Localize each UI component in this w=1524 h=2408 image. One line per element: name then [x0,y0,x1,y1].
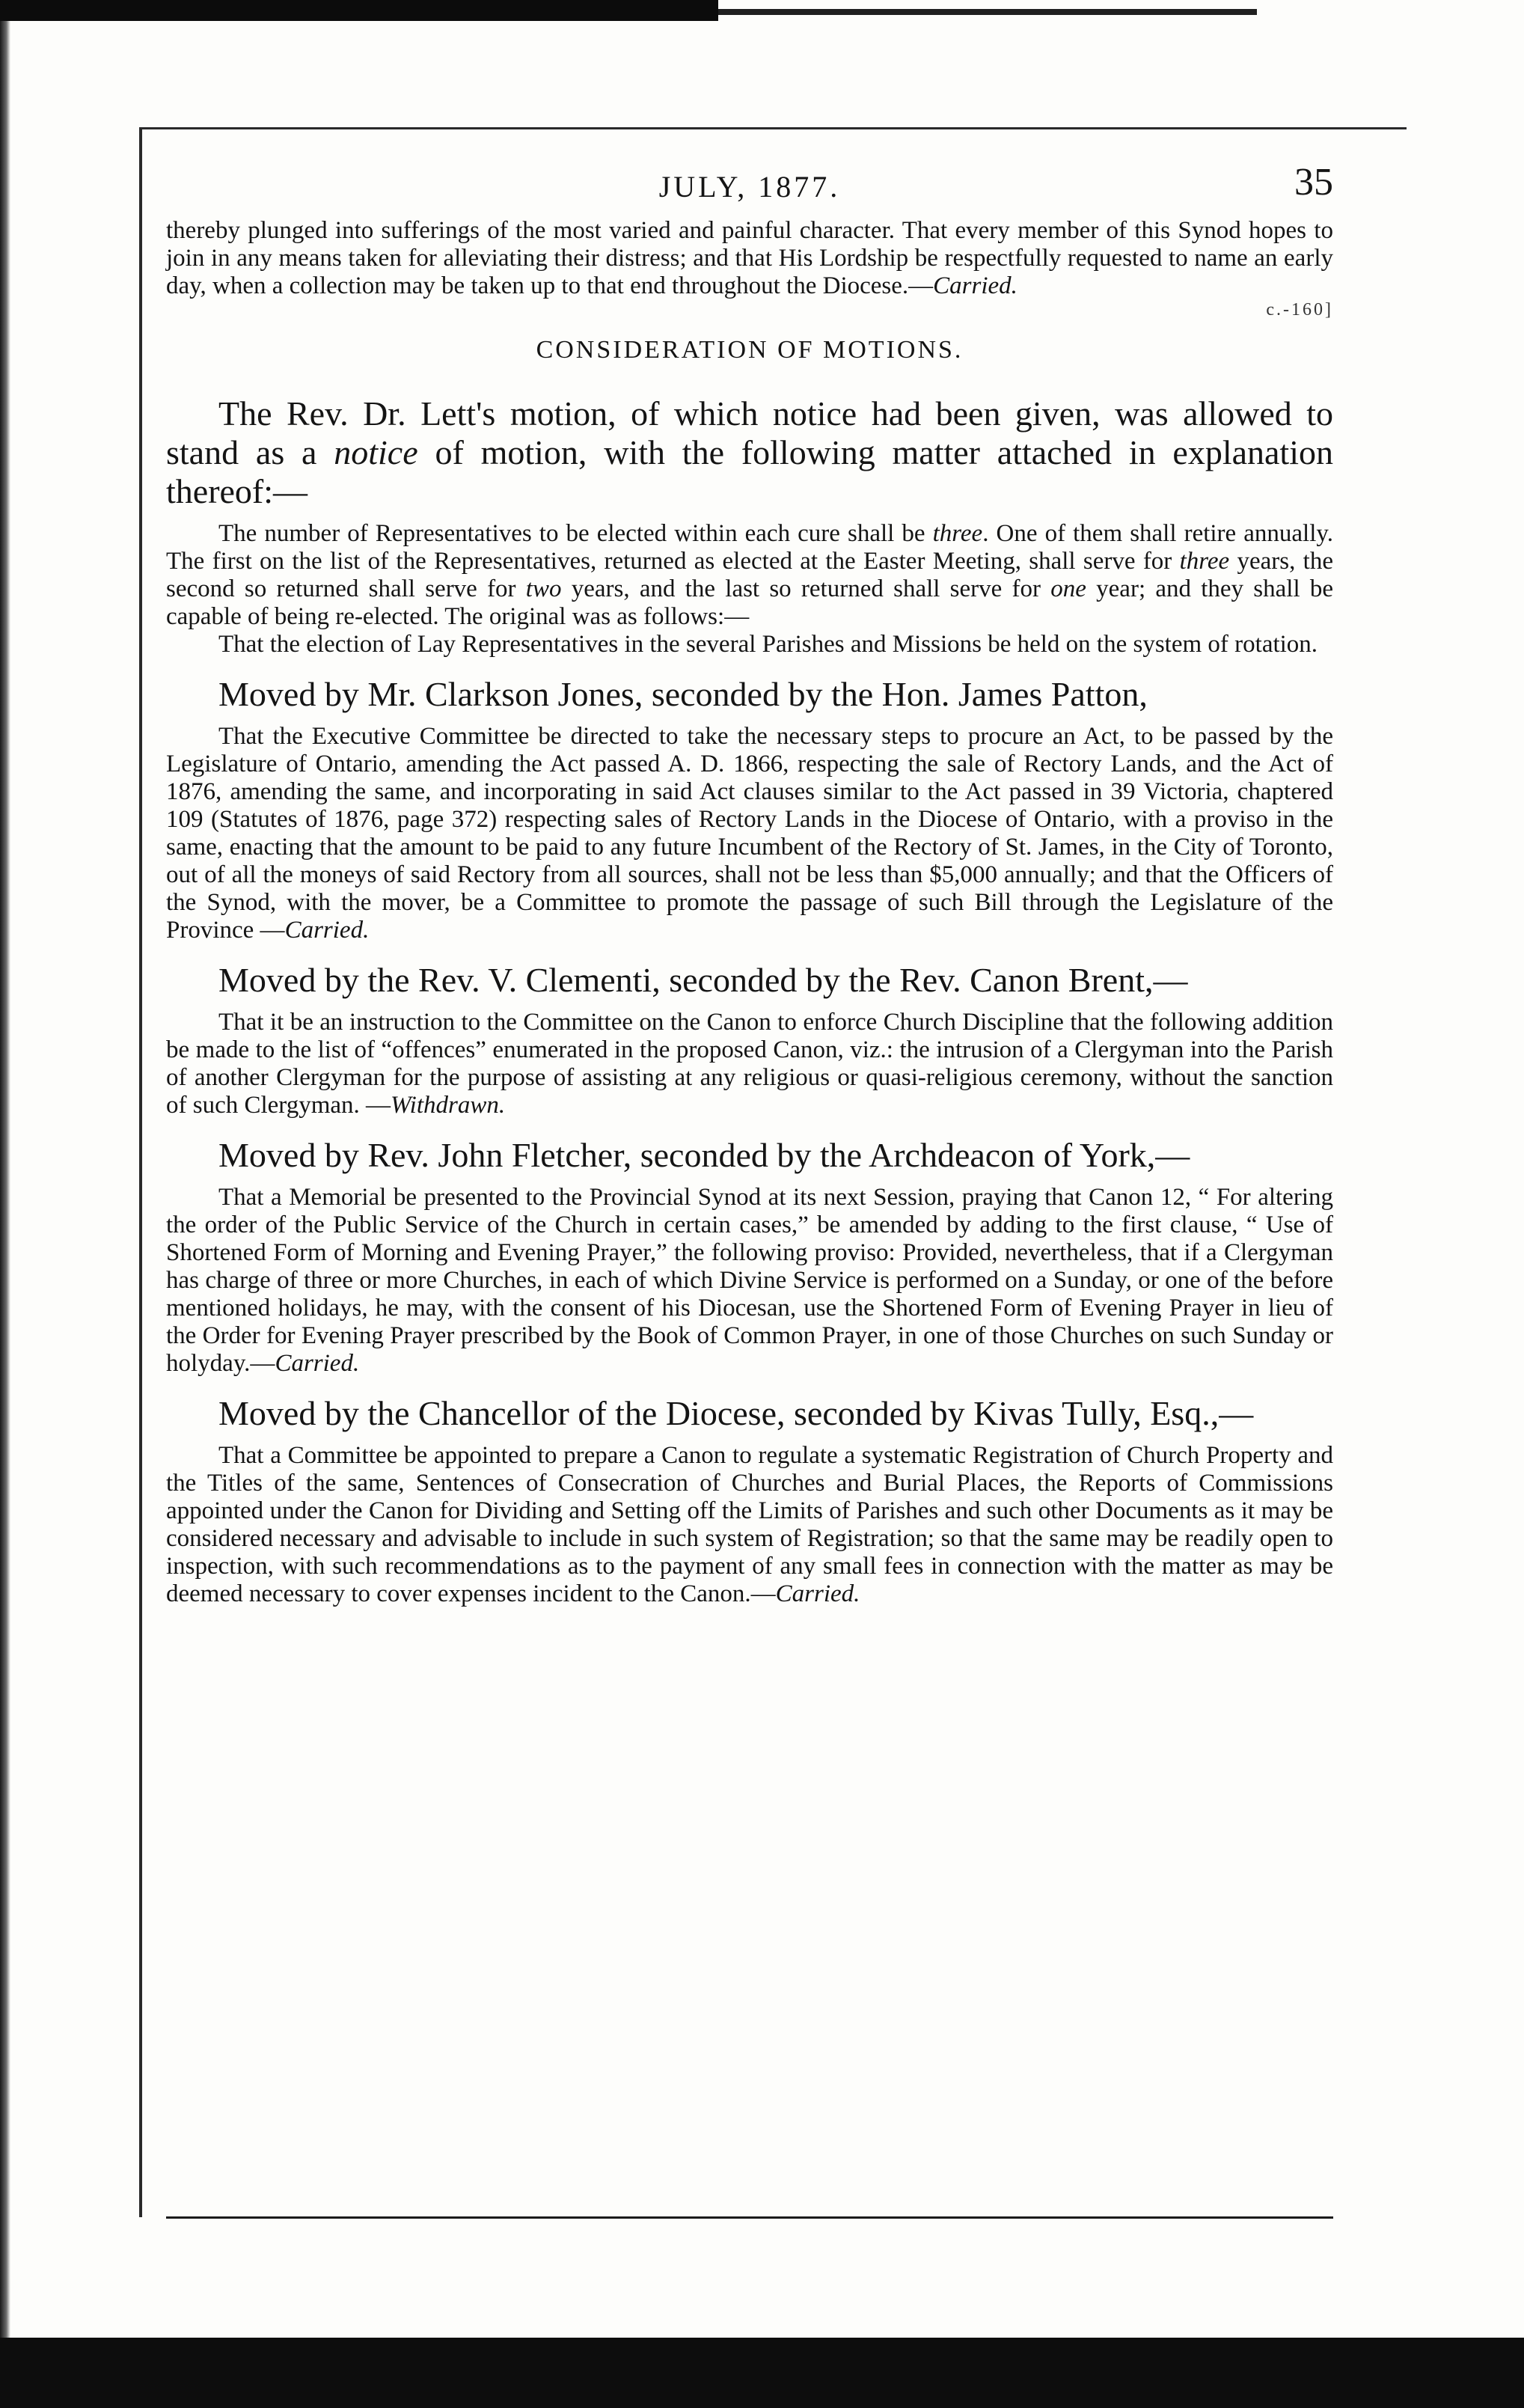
spacer [166,1378,1333,1394]
lett-heading-notice: notice [334,433,418,471]
lett-italic: three [1179,548,1230,575]
spacer [166,944,1333,961]
scan-edge-top [0,0,718,21]
scan-edge-top-thin [718,9,1257,15]
section-heading [166,300,1333,364]
bottom-rule [166,2216,1333,2219]
spacer [166,1175,1333,1184]
lett-text: . One of them shall retire annually. The first on the list of the Representatives, returned as elected at the Easter Meeting, shall serve for [166,520,1334,575]
lett-italic: two [525,575,562,602]
page-number: 35 [1294,161,1333,204]
motion1-heading: Moved by Mr. Clarkson Jones, seconded by the Hon. James Patton, [218,675,1148,713]
lett-motion-heading [166,394,1333,511]
motion3-result: Carried. [275,1350,360,1377]
spacer [166,1000,1333,1009]
page-content [166,150,1333,1608]
motion1-result: Carried. [284,917,370,944]
lett-text: The number of Representatives to be elected within each cure shall be [218,520,933,547]
running-head [166,150,1333,217]
motion4-result: Carried. [775,1580,860,1607]
lett-heading-part: of motion, with the following matter attached in explanation thereof:— [166,433,1333,510]
intro-text: thereby plunged into sufferings of the most varied and painful character. That every member of this Synod hopes to join in any means taken for alleviating their distress; and that His Lordship be respectfully requested to name an early day, when a collection may be taken up to that end throughout the Diocese.— [166,217,1333,299]
section-heading-text: CONSIDERATION OF MOTIONS. [536,336,964,364]
lett-text: year; and they shall be capable of being re-elected. The original was as follows:— [166,575,1334,630]
motion4-heading: Moved by the Chancellor of the Diocese, seconded by Kivas Tully, Esq.,— [218,1394,1254,1432]
spacer [166,1119,1333,1136]
intro-result: Carried. [933,272,1017,299]
motion2-text [166,1009,1333,1119]
motion1-text [166,723,1333,944]
lett-text: years, and the last so returned shall serve for [561,575,1051,602]
lett-italic: three [932,520,983,547]
running-head-title: JULY, 1877. [658,170,841,204]
spacer [166,511,1333,520]
motion3-heading: Moved by Rev. John Fletcher, seconded by the Archdeacon of York,— [218,1136,1190,1174]
motion2-result: Withdrawn. [391,1092,506,1119]
intro-paragraph [166,217,1333,300]
spacer [166,658,1333,675]
lett-original: That the election of Lay Representatives in the several Parishes and Missions be held on the system of rotation. [218,631,1318,658]
scan-edge-left [0,21,10,2356]
motion2-body: That it be an instruction to the Committee on the Canon to enforce Church Discipline that the following addition be made to the list of “offences” enumerated in the proposed Canon, viz.: the intrusion of a Clergyman into the Parish of another Clergyman for the purpose of assisting at any religious or quasi-religious ceremony, without the sanction of such Clergyman. — [166,1009,1333,1119]
motion4-text [166,1442,1333,1608]
motion4-body: That a Committee be appointed to prepare a Canon to regulate a systematic Registration of Church Property and the Titles of the same, Sentences of Consecration of Churches and Burial Places, the Reports of Commissions appointed under the Canon for Dividing and Setting off the Limits of Parishes and such other Documents as it may be considered necessary and advisable to include in such system of Registration; so that the same may be readily open to inspection, with such recommendations as to the payment of any small fees in connection with the matter as may be deemed necessary to cover expenses incident to the Canon.— [166,1442,1333,1607]
lett-heading-part: The Rev. Dr. Lett's motion, of which notice had been given, was allowed to stand as a [166,394,1333,471]
spacer [166,714,1333,723]
lett-italic: one [1050,575,1086,602]
motion2-heading: Moved by the Rev. V. Clementi, seconded by the Rev. Canon Brent,— [218,961,1188,999]
motion3-text [166,1184,1333,1378]
scan-edge-bottom [0,2338,1524,2408]
margin-note: c.-160] [1266,300,1333,320]
motion1-body: That the Executive Committee be directed to take the necessary steps to procure an Act, to be passed by the Legislature of Ontario, amending the Act passed A. D. 1866, respecting the sale of Rectory Lands, and the Act of 1876, amending the same, and incorporating in said Act clauses similar to the Act passed in 39 Victoria, chaptered 109 (Statutes of 1876, page 372) respecting sales of Rectory Lands in the Diocese of Ontario, with a proviso in the same, enacting that the amount to be paid to any future Incumbent of the Rectory of St. James, in the City of Toronto, out of all the moneys of said Rectory from all sources, shall not be less than $5,000 annually; and that the Officers of the Synod, with the mover, be a Committee to promote the passage of such Bill through the Legislature of the Province — [166,723,1333,944]
lett-text: years, the second so returned shall serve for [166,548,1333,602]
motion3-body: That a Memorial be presented to the Provincial Synod at its next Session, praying that Canon 12, “ For altering the order of the Public Service of the Church in certain cases,” be amended by adding to the first clause, “ Use of Shortened Form of Morning and Evening Prayer,” the following proviso: Provided, nevertheless, that if a Clergyman has charge of three or more Churches, in each of which Divine Service is performed on a Sunday, or one of the before mentioned holidays, he may, with the consent of his Diocesan, use the Shortened Form of Evening Prayer in lieu of the Order for Evening Prayer prescribed by the Book of Common Prayer, in one of those Churches on such Sunday or holyday.— [166,1184,1333,1377]
lett-explanation [166,520,1333,631]
spacer [166,1433,1333,1442]
